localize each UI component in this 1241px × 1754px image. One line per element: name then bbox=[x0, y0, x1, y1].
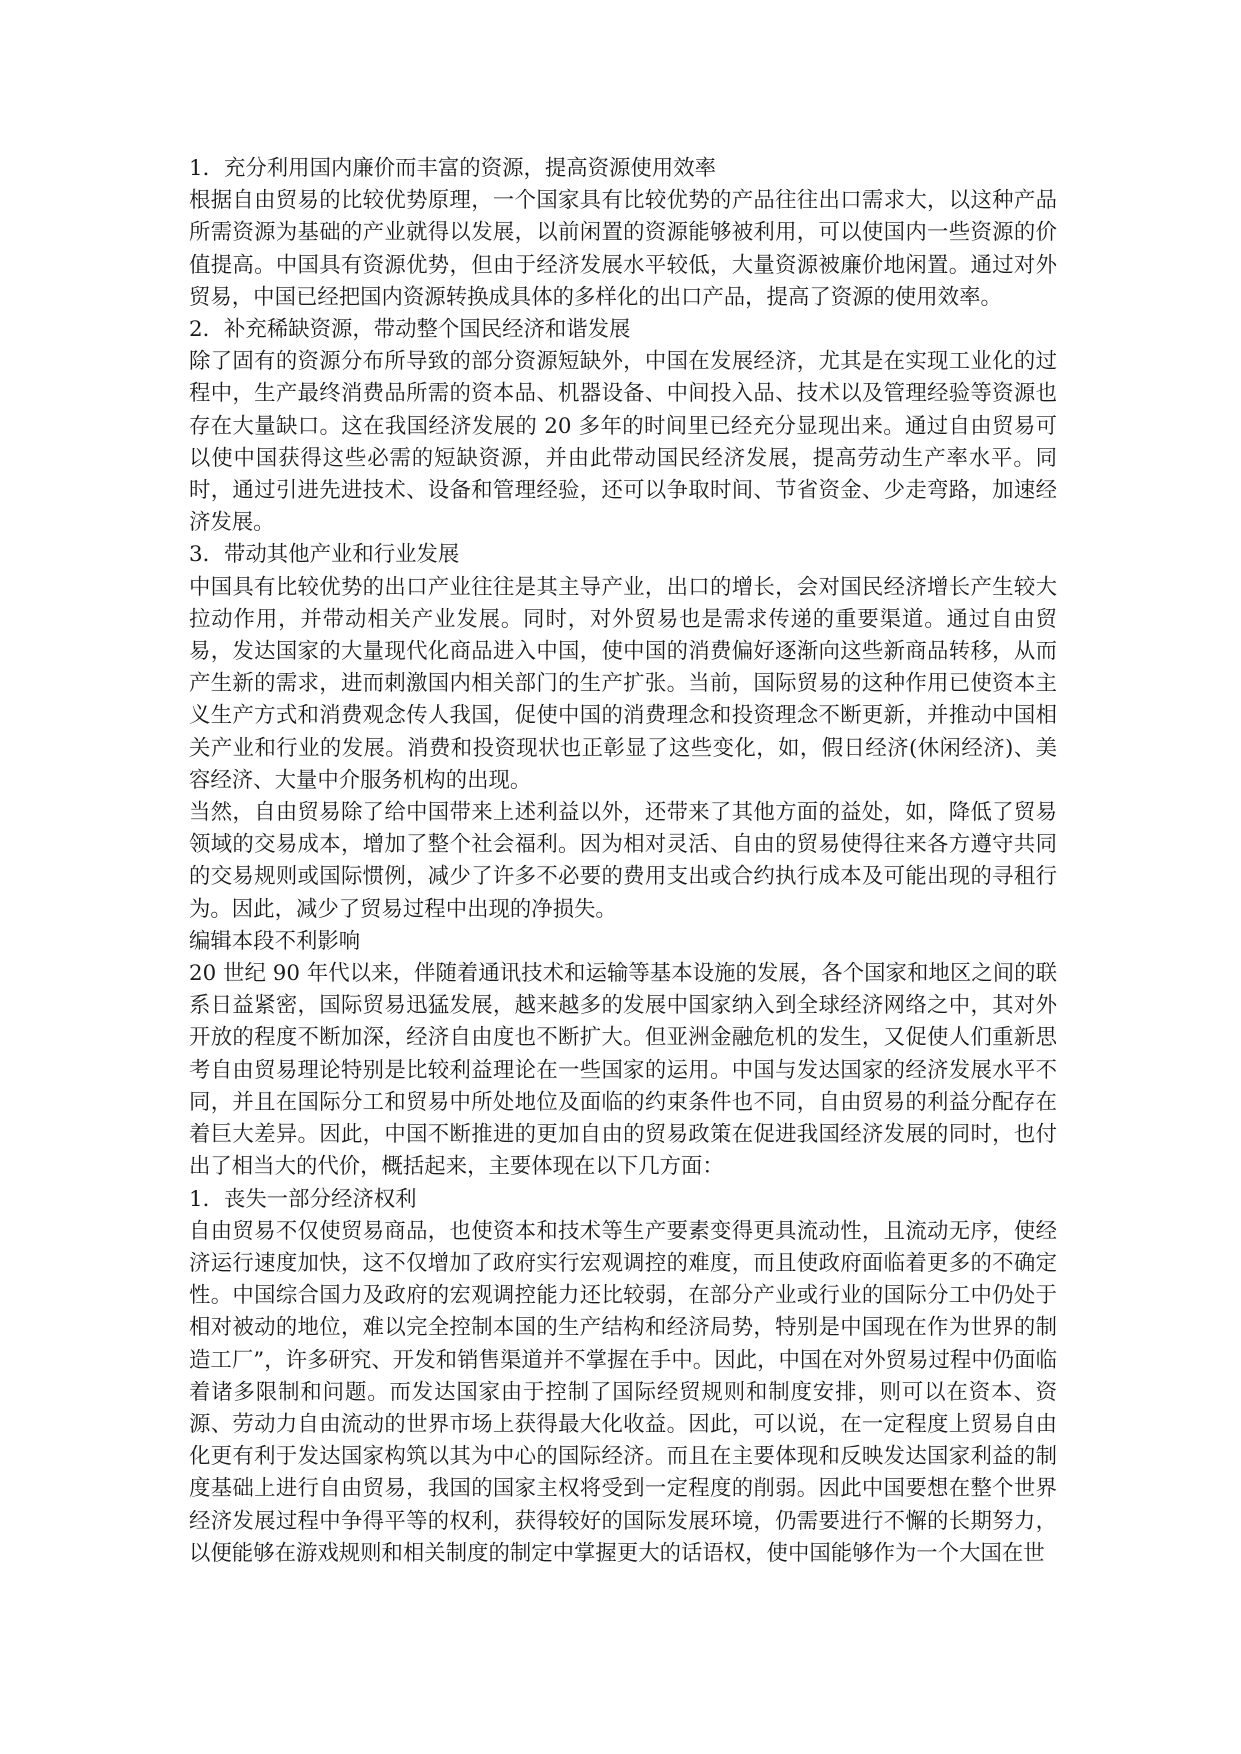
body-paragraph: 当然，自由贸易除了给中国带来上述利益以外，还带来了其他方面的益处，如，降低了贸易领域的交易成本，增加了整个社会福利。因为相对灵活、自由的贸易使得往来各方遵守共同的交易规则或国际惯例，减少了许多不必要的费用支出或合约执行成本及可能出现的寻租行为。因此，减少了贸易过程中出现的净损失。 bbox=[189, 800, 1057, 922]
body-paragraph: 根据自由贸易的比较优势原理，一个国家具有比较优势的产品往往出口需求大，以这种产品所需资源为基础的产业就得以发展，以前闲置的资源能够被利用，可以使国内一些资源的价值提高。中国具有资源优势，但由于经济发展水平较低，大量资源被廉价地闲置。通过对外贸易，中国已经把国内资源转换成具体的多样化的出口产品，提高了资源的使用效率。 bbox=[189, 188, 1057, 310]
body-paragraph: 20 世纪 90 年代以来，伴随着通讯技术和运输等基本设施的发展，各个国家和地区之间的联系日益紧密，国际贸易迅猛发展，越来越多的发展中国家纳入到全球经济网络之中，其对外开放的程度不断加深，经济自由度也不断扩大。但亚洲金融危机的发生，又促使人们重新思考自由贸易理论特别是比较利益理论在一些国家的运用。中国与发达国家的经济发展水平不同，并且在国际分工和贸易中所处地位及面临的约束条件也不同，自由贸易的利益分配存在着巨大差异。因此，中国不断推进的更加自由的贸易政策在促进我国经济发展的同时，也付出了相当大的代价，概括起来，主要体现在以下几方面： bbox=[189, 961, 1057, 1180]
body-paragraph: 中国具有比较优势的出口产业往往是其主导产业，出口的增长，会对国民经济增长产生较大拉动作用，并带动相关产业发展。同时，对外贸易也是需求传递的重要渠道。通过自由贸易，发达国家的大量现代化商品进入中国，使中国的消费偏好逐渐向这些新商品转移，从而产生新的需求，进而刺激国内相关部门的生产扩张。当前，国际贸易的这种作用已使资本主义生产方式和消费观念传人我国，促使中国的消费理念和投资理念不断更新，并推动中国相关产业和行业的发展。消费和投资现状也正彰显了这些变化，如，假日经济(休闲经济)、美容经济、大量中介服务机构的出现。 bbox=[189, 574, 1057, 793]
section-heading: 1．充分利用国内廉价而丰富的资源，提高资源使用效率 bbox=[189, 156, 716, 181]
body-paragraph: 除了固有的资源分布所导致的部分资源短缺外，中国在发展经济，尤其是在实现工业化的过程中，生产最终消费品所需的资本品、机器设备、中间投入品、技术以及管理经验等资源也存在大量缺口。这在我国经济发展的 20 多年的时间里已经充分显现出来。通过自由贸易可以使中国获得这些必需的短缺资源，并由此带动国民经济发展，提高劳动生产率水平。同时，通过引进先进技术、设备和管理经验，还可以争取时间、节省资金、少走弯路，加速经济发展。 bbox=[189, 349, 1057, 536]
section-heading: 编辑本段不利影响 bbox=[189, 928, 361, 954]
section-heading: 2．补充稀缺资源，带动整个国民经济和谐发展 bbox=[189, 317, 631, 343]
document-page bbox=[189, 153, 1057, 1570]
section-heading: 3．带动其他产业和行业发展 bbox=[189, 542, 460, 568]
section-heading: 1．丧失一部分经济权利 bbox=[189, 1186, 417, 1212]
body-paragraph: 自由贸易不仅使贸易商品，也使资本和技术等生产要素变得更具流动性，且流动无序，使经济运行速度加快，这不仅增加了政府实行宏观调控的难度，而且使政府面临着更多的不确定性。中国综合国力及政府的宏观调控能力还比较弱，在部分产业或行业的国际分工中仍处于相对被动的地位，难以完全控制本国的生产结构和经济局势，特别是中国现在作为世界的制造工厂”，许多研究、开发和销售渠道并不掌握在手中。因此，中国在对外贸易过程中仍面临着诸多限制和问题。而发达国家由于控制了国际经贸规则和制度安排，则可以在资本、资源、劳动力自由流动的世界市场上获得最大化收益。因此，可以说，在一定程度上贸易自由化更有利于发达国家构筑以其为中心的国际经济。而且在主要体现和反映发达国家利益的制度基础上进行自由贸易，我国的国家主权将受到一定程度的削弱。因此中国要想在整个世界经济发展过程中争得平等的权利，获得较好的国际发展环境，仍需要进行不懈的长期努力，以便能够在游戏规则和相关制度的制定中掌握更大的话语权，使中国能够作为一个大国在世 bbox=[189, 1218, 1057, 1566]
